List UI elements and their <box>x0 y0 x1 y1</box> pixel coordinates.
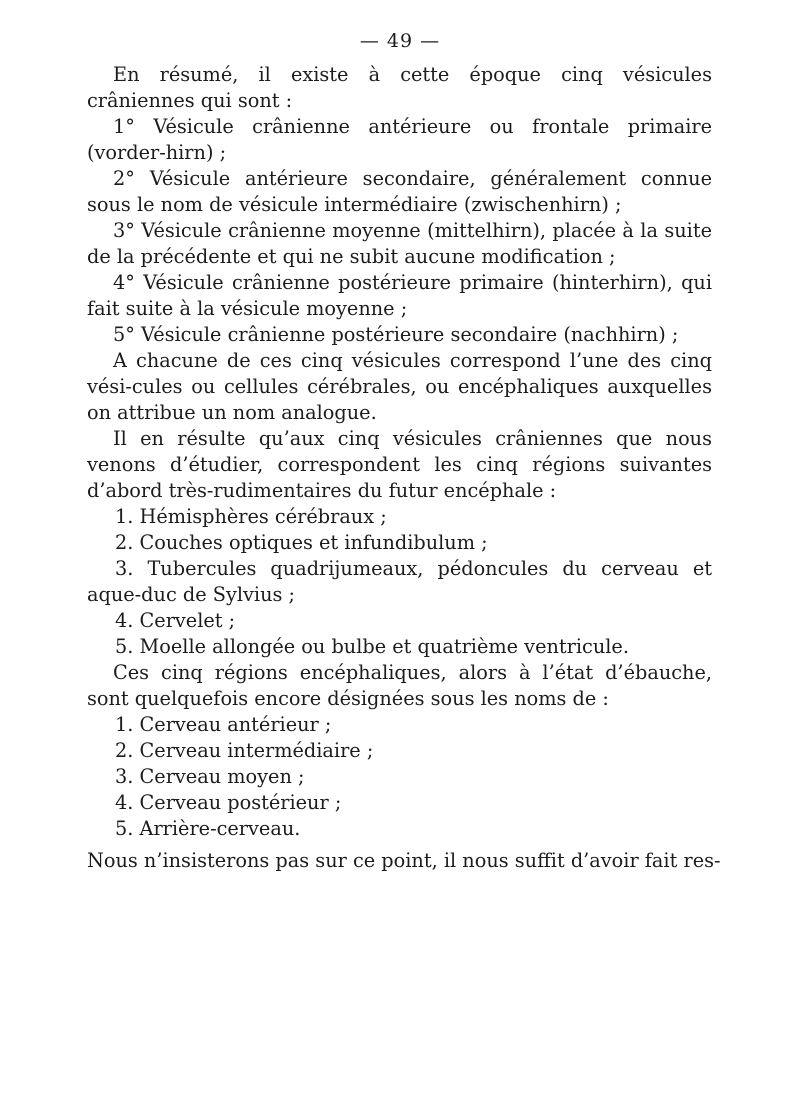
region-item: 1. Hémisphères cérébraux ; <box>115 505 387 528</box>
closing-line: Nous n’insisterons pas sur ce point, il nous suffit d’avoir fait res- <box>87 849 721 872</box>
name-item: 5. Arrière-cerveau. <box>115 817 301 840</box>
vesicle-4: 4° Vésicule crânienne postérieure primaire (hinterhirn), qui fait suite à la vésicule moyenne ; <box>87 271 712 320</box>
intro-paragraph: En résumé, il existe à cette époque cinq vésicules crâniennes qui sont : <box>87 63 712 112</box>
name-item: 2. Cerveau intermédiaire ; <box>115 739 374 762</box>
name-item: 4. Cerveau postérieur ; <box>115 791 342 814</box>
vesicle-2: 2° Vésicule antérieure secondaire, généralement connue sous le nom de vésicule intermédiaire (zwischenhirn) ; <box>87 167 712 216</box>
correspondence-paragraph: A chacune de ces cinq vésicules correspond l’une des cinq vési-cules ou cellules cérébrales, ou encéphaliques auxquelles on attribue un nom analogue. <box>87 349 712 424</box>
name-item: 1. Cerveau antérieur ; <box>115 713 332 736</box>
names-intro-paragraph: Ces cinq régions encéphaliques, alors à l’état d’ébauche, sont quelquefois encore désignées sous les noms de : <box>87 661 712 710</box>
vesicle-1: 1° Vésicule crânienne antérieure ou frontale primaire (vorder-hirn) ; <box>87 115 712 164</box>
region-item: 3. Tubercules quadrijumeaux, pédoncules du cerveau et aque-duc de Sylvius ; <box>87 557 712 606</box>
vesicle-3: 3° Vésicule crânienne moyenne (mittelhirn), placée à la suite de la précédente et qui ne subit aucune modification ; <box>87 219 712 268</box>
name-item: 3. Cerveau moyen ; <box>115 765 305 788</box>
page-number: — 49 — <box>359 30 441 52</box>
regions-intro-paragraph: Il en résulte qu’aux cinq vésicules crâniennes que nous venons d’étudier, correspondent les cinq régions suivantes d’abord très-rudimentaires du futur encéphale : <box>87 427 712 502</box>
body-text <box>87 62 721 874</box>
region-item: 5. Moelle allongée ou bulbe et quatrième ventricule. <box>115 635 629 658</box>
vesicle-5: 5° Vésicule crânienne postérieure secondaire (nachhirn) ; <box>113 323 679 346</box>
region-item: 2. Couches optiques et infundibulum ; <box>115 531 488 554</box>
region-item: 4. Cervelet ; <box>115 609 236 632</box>
